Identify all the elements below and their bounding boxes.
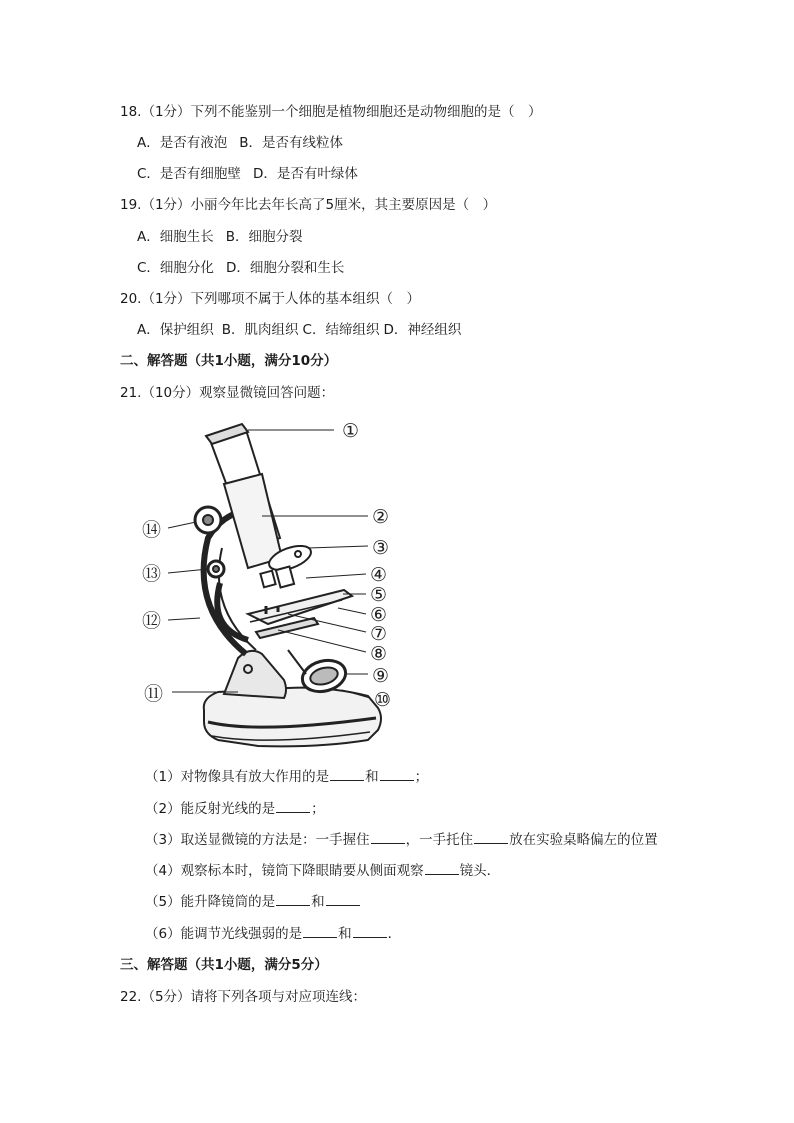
label-14: ⑭ bbox=[142, 519, 162, 541]
option-c: C．细胞分化 bbox=[137, 260, 214, 276]
section-3-title: 三、解答题（共1小题，满分5分） bbox=[120, 957, 328, 973]
question-19-stem: 19.（1分）小丽今年比去年长高了5厘米，其主要原因是（ ） bbox=[120, 197, 497, 213]
answer-blank[interactable] bbox=[276, 800, 310, 813]
label-5: ⑤ bbox=[370, 584, 388, 606]
question-22-stem: 22.（5分）请将下列各项与对应项连线： bbox=[120, 989, 367, 1005]
q21-sub-1: （1）对物像具有放大作用的是 和 ； bbox=[145, 769, 429, 785]
option-b: B．细胞分裂 bbox=[225, 229, 303, 245]
question-19-options-row2 bbox=[137, 259, 344, 277]
q21-sub-3: （3）取送显微镜的方法是：一手握住 ，一手托住 放在实验桌略偏左的位置 bbox=[145, 832, 658, 848]
question-18-options-row2 bbox=[137, 165, 358, 183]
option-d: D．细胞分裂和生长 bbox=[225, 260, 345, 276]
label-6: ⑥ bbox=[370, 604, 388, 626]
answer-blank[interactable] bbox=[474, 831, 508, 844]
answer-blank[interactable] bbox=[380, 768, 414, 781]
answer-blank[interactable] bbox=[330, 768, 364, 781]
label-11: ⑪ bbox=[144, 683, 164, 705]
option-a: A．细胞生长 bbox=[137, 229, 214, 245]
answer-blank[interactable] bbox=[326, 893, 360, 906]
q21-sub-6: （6）能调节光线强弱的是 和 ． bbox=[145, 926, 402, 942]
q21-sub-5: （5）能升降镜筒的是 和 bbox=[145, 893, 361, 911]
label-13: ⑬ bbox=[142, 563, 162, 585]
q21-sub-4: （4）观察标本时，镜筒下降眼睛要从侧面观察 镜头． bbox=[145, 863, 501, 879]
label-7: ⑦ bbox=[370, 623, 388, 645]
question-20-options bbox=[137, 321, 461, 339]
question-19-options-row1 bbox=[137, 228, 303, 246]
microscope-figure bbox=[138, 418, 400, 753]
label-8: ⑧ bbox=[370, 643, 388, 665]
label-9: ⑨ bbox=[372, 665, 390, 687]
option-a: A．是否有液泡 bbox=[137, 135, 228, 151]
section-2-title: 二、解答题（共1小题，满分10分） bbox=[120, 353, 338, 369]
question-18-options-row1 bbox=[137, 134, 343, 152]
answer-blank[interactable] bbox=[371, 831, 405, 844]
label-2: ② bbox=[372, 506, 390, 528]
option-d: D．神经组织 bbox=[383, 322, 462, 338]
option-c: C．是否有细胞壁 bbox=[137, 166, 241, 182]
option-b: B．肌肉组织 bbox=[221, 322, 299, 338]
answer-blank[interactable] bbox=[425, 862, 459, 875]
q21-sub-2: （2）能反射光线的是 ； bbox=[145, 801, 325, 817]
answer-blank[interactable] bbox=[303, 925, 337, 938]
option-b: B．是否有线粒体 bbox=[239, 135, 344, 151]
label-4: ④ bbox=[370, 564, 388, 586]
label-3: ③ bbox=[372, 537, 390, 559]
question-21-stem: 21.（10分）观察显微镜回答问题： bbox=[120, 385, 335, 401]
question-20-stem: 20.（1分）下列哪项不属于人体的基本组织（ ） bbox=[120, 291, 421, 307]
option-c: C．结缔组织 bbox=[302, 322, 380, 338]
answer-blank[interactable] bbox=[276, 893, 310, 906]
answer-blank[interactable] bbox=[353, 925, 387, 938]
option-a: A．保护组织 bbox=[137, 322, 214, 338]
option-d: D．是否有叶绿体 bbox=[252, 166, 358, 182]
label-1: ① bbox=[342, 420, 360, 442]
label-12: ⑫ bbox=[142, 610, 162, 632]
label-10: ⑩ bbox=[374, 689, 392, 711]
question-18-stem: 18.（1分）下列不能鉴别一个细胞是植物细胞还是动物细胞的是（ ） bbox=[120, 104, 542, 120]
